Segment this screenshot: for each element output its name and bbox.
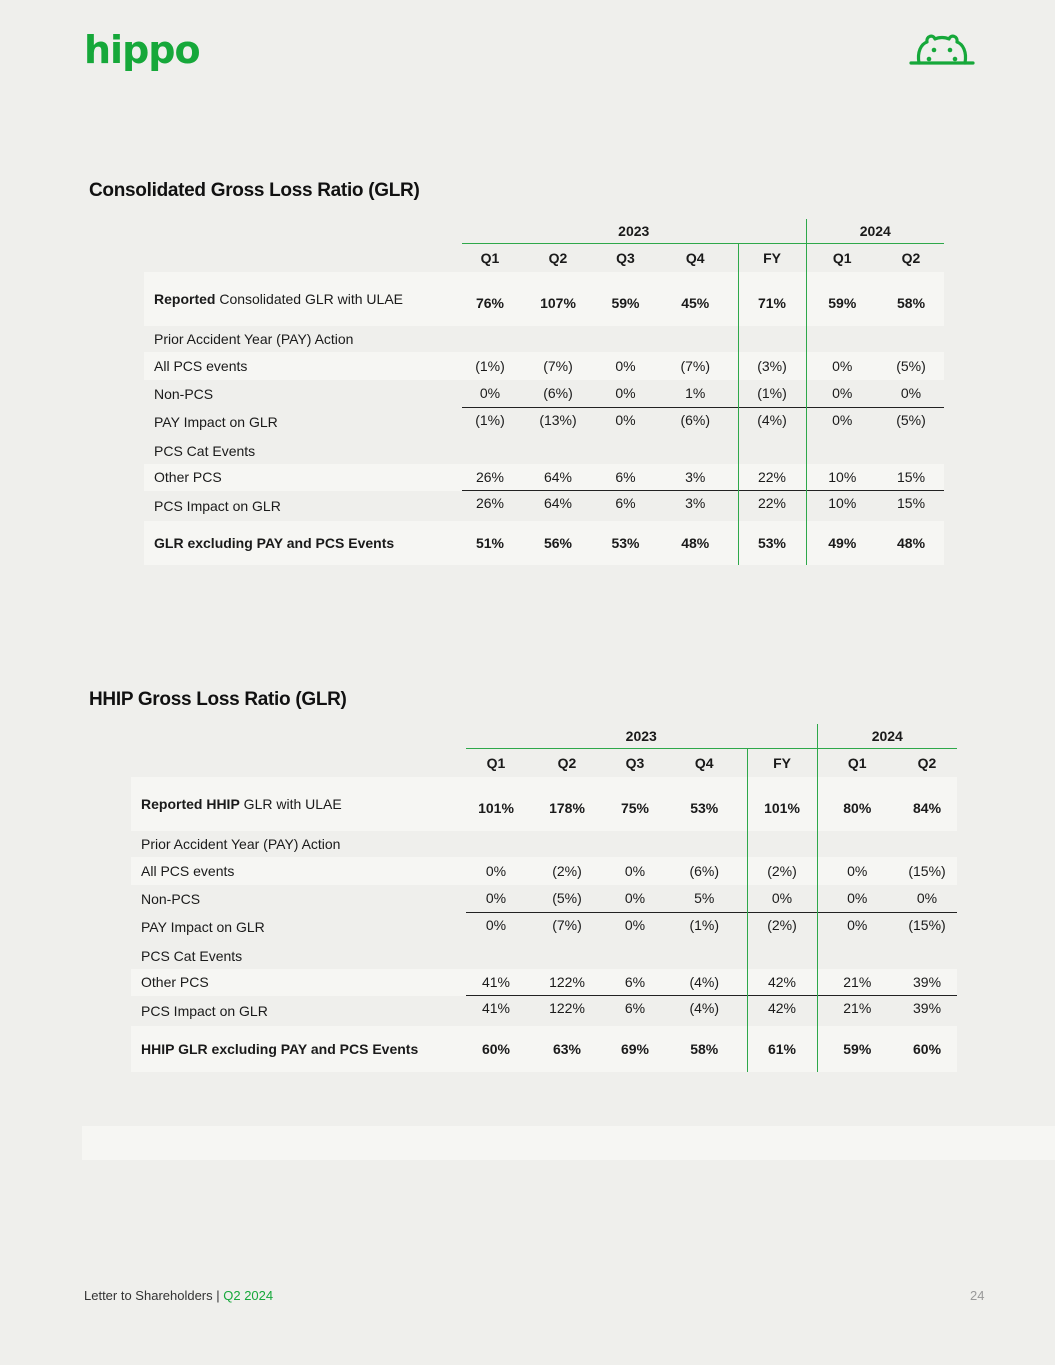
table-cell: 42% xyxy=(747,969,817,996)
table-cell: (4%) xyxy=(662,969,747,996)
table-cell: (2%) xyxy=(747,912,817,943)
row-label: GLR excluding PAY and PCS Events xyxy=(144,521,462,565)
table-cell xyxy=(817,831,897,857)
quarter-header: Q2 xyxy=(917,755,937,771)
table-cell: (15%) xyxy=(897,912,957,943)
table-cell xyxy=(462,438,518,464)
row-label: PAY Impact on GLR xyxy=(141,919,265,936)
year-header-row xyxy=(144,219,944,244)
table-cell: 84% xyxy=(897,777,957,831)
row-label: All PCS events xyxy=(131,857,466,885)
year-header-2024: 2024 xyxy=(806,219,944,244)
table-cell: 0% xyxy=(608,857,662,885)
table-cell: 0% xyxy=(479,385,501,402)
table-cell: 10% xyxy=(806,491,878,522)
table-cell xyxy=(806,326,878,352)
table-cell xyxy=(466,831,526,857)
table-cell: 0% xyxy=(817,885,897,912)
table-cell: 64% xyxy=(518,491,598,522)
table-cell xyxy=(518,438,598,464)
table-cell: (6%) xyxy=(543,385,573,402)
table-row xyxy=(144,380,944,407)
quarter-header: Q2 xyxy=(901,250,921,266)
table-cell: 76% xyxy=(462,272,518,326)
footer-band xyxy=(82,1126,1055,1160)
hippo-head-icon xyxy=(909,30,975,66)
table-cell: 0% xyxy=(747,885,817,912)
table-cell: 0% xyxy=(608,912,662,943)
table-cell: 58% xyxy=(878,272,944,326)
table-cell: 41% xyxy=(466,969,526,996)
table-cell: 0% xyxy=(817,857,897,885)
year-header-spacer xyxy=(131,724,466,749)
quarter-header: Q4 xyxy=(694,755,714,771)
table-cell: (2%) xyxy=(747,857,817,885)
table-cell: 122% xyxy=(526,969,608,996)
quarter-header: Q1 xyxy=(817,749,897,778)
table-cell: 48% xyxy=(878,521,944,565)
table-cell: 0% xyxy=(485,890,507,907)
quarter-header: FY xyxy=(738,244,806,273)
table-cell: 101% xyxy=(466,777,526,831)
table-cell: 75% xyxy=(608,777,662,831)
quarter-header: Q2 xyxy=(557,755,577,771)
row-label: All PCS events xyxy=(144,352,462,380)
table-cell: 0% xyxy=(806,407,878,438)
table-cell: (5%) xyxy=(552,890,582,907)
table-cell: (6%) xyxy=(653,407,738,438)
table-cell: (3%) xyxy=(738,352,806,380)
table-cell: 61% xyxy=(747,1026,817,1072)
quarter-header: Q1 xyxy=(486,755,506,771)
table-cell: 6% xyxy=(598,464,653,491)
table-cell xyxy=(518,326,598,352)
table-cell: (4%) xyxy=(738,407,806,438)
table-cell: 0% xyxy=(806,352,878,380)
table-cell: 3% xyxy=(653,464,738,491)
table-cell: 63% xyxy=(526,1026,608,1072)
table-cell: 0% xyxy=(598,352,653,380)
table-cell: 59% xyxy=(598,272,653,326)
row-label-rest: Consolidated GLR with ULAE xyxy=(215,291,403,307)
row-label-bold: Reported HHIP xyxy=(141,796,240,812)
table-row xyxy=(131,943,957,969)
quarter-header-row xyxy=(144,244,944,273)
table-cell xyxy=(897,943,957,969)
table-cell: 22% xyxy=(738,464,806,491)
table-cell: 5% xyxy=(694,890,715,907)
table-row xyxy=(144,326,944,352)
table-cell: 10% xyxy=(806,464,878,491)
table-cell xyxy=(747,943,817,969)
table-row xyxy=(131,912,957,943)
table-cell: 41% xyxy=(466,996,526,1027)
table-cell xyxy=(526,943,608,969)
row-label: PCS Impact on GLR xyxy=(154,497,281,514)
table-cell: 48% xyxy=(653,521,738,565)
table-cell: 3% xyxy=(653,491,738,522)
year-header-2023: 2023 xyxy=(466,724,817,749)
table-row xyxy=(131,777,957,831)
table-cell: 64% xyxy=(518,464,598,491)
table-cell: 53% xyxy=(662,777,747,831)
table-row xyxy=(131,885,957,912)
quarter-header: Q3 xyxy=(625,755,645,771)
table-cell: (5%) xyxy=(878,352,944,380)
table-cell: 0% xyxy=(624,890,646,907)
table-row xyxy=(144,352,944,380)
table-cell xyxy=(738,438,806,464)
table-cell: 53% xyxy=(738,521,806,565)
footer-text: Letter to Shareholders | xyxy=(84,1288,224,1303)
table-cell xyxy=(747,831,817,857)
table-cell: 71% xyxy=(738,272,806,326)
year-header-row xyxy=(131,724,957,749)
row-label: Prior Accident Year (PAY) Action xyxy=(141,836,341,852)
table-cell: (1%) xyxy=(462,352,518,380)
table-cell xyxy=(608,831,662,857)
table-cell xyxy=(598,326,653,352)
table-cell: 39% xyxy=(897,969,957,996)
table-cell: (15%) xyxy=(897,857,957,885)
table-cell: (2%) xyxy=(526,857,608,885)
table-cell: 49% xyxy=(806,521,878,565)
table-cell: 42% xyxy=(747,996,817,1027)
table-cell: 0% xyxy=(615,385,636,402)
row-label xyxy=(131,777,466,831)
row-label xyxy=(144,272,462,326)
table-cell: (4%) xyxy=(662,996,747,1027)
page-number: 24 xyxy=(970,1288,985,1303)
table-cell xyxy=(466,943,526,969)
footer-period: Q2 2024 xyxy=(223,1288,274,1303)
table-row xyxy=(144,272,944,326)
quarter-header: Q1 xyxy=(480,250,500,266)
table-row xyxy=(144,521,944,565)
table-cell: 6% xyxy=(608,996,662,1027)
table-cell: 122% xyxy=(526,996,608,1027)
table-cell: (1%) xyxy=(462,407,518,438)
year-header-spacer xyxy=(144,219,462,244)
table-cell xyxy=(608,943,662,969)
row-label: Prior Accident Year (PAY) Action xyxy=(154,331,354,347)
row-label: PCS Impact on GLR xyxy=(141,1002,268,1019)
table-cell: (7%) xyxy=(518,352,598,380)
table-cell: (7%) xyxy=(526,912,608,943)
table-cell: 45% xyxy=(653,272,738,326)
table-cell xyxy=(653,438,738,464)
row-label: PCS Cat Events xyxy=(141,947,243,964)
footer-label xyxy=(84,1288,273,1303)
table-row xyxy=(131,831,957,857)
row-label: Other PCS xyxy=(144,464,462,491)
table-cell: 0% xyxy=(900,385,922,402)
table-cell: 22% xyxy=(738,491,806,522)
table-cell: 80% xyxy=(817,777,897,831)
consolidated-glr-table xyxy=(144,219,944,565)
table-cell: 0% xyxy=(817,912,897,943)
row-label: Non-PCS xyxy=(141,890,201,907)
quarter-header: Q2 xyxy=(548,250,568,266)
table-cell: (7%) xyxy=(653,352,738,380)
table-cell: 21% xyxy=(817,996,897,1027)
table-row xyxy=(144,491,944,522)
table-cell: 0% xyxy=(916,890,938,907)
table-row xyxy=(144,407,944,438)
table-cell: 107% xyxy=(518,272,598,326)
table-cell: 0% xyxy=(598,407,653,438)
hhip-glr-title: HHIP Gross Loss Ratio (GLR) xyxy=(89,689,347,710)
table-row xyxy=(131,1026,957,1072)
table-cell: 178% xyxy=(526,777,608,831)
table-cell: 15% xyxy=(878,491,944,522)
quarter-header: Q1 xyxy=(806,244,878,273)
table-cell xyxy=(526,831,608,857)
table-cell: 60% xyxy=(466,1026,526,1072)
table-row xyxy=(144,464,944,491)
table-cell: 21% xyxy=(817,969,897,996)
table-row xyxy=(144,438,944,464)
quarter-header: FY xyxy=(747,749,817,778)
table-cell: 6% xyxy=(598,491,653,522)
table-cell: 60% xyxy=(897,1026,957,1072)
quarter-header: Q4 xyxy=(685,250,705,266)
table-cell xyxy=(897,831,957,857)
table-cell: 6% xyxy=(608,969,662,996)
table-row xyxy=(131,857,957,885)
table-cell: 0% xyxy=(466,857,526,885)
table-cell xyxy=(598,438,653,464)
table-cell: 58% xyxy=(662,1026,747,1072)
table-cell: 51% xyxy=(462,521,518,565)
table-cell xyxy=(462,326,518,352)
table-cell: 69% xyxy=(608,1026,662,1072)
row-label-bold: Reported xyxy=(154,291,216,307)
table-cell: 59% xyxy=(806,272,878,326)
table-cell xyxy=(878,438,944,464)
table-cell: 53% xyxy=(598,521,653,565)
table-row xyxy=(131,969,957,996)
year-header-2024: 2024 xyxy=(817,724,957,749)
table-cell xyxy=(817,943,897,969)
row-label: PAY Impact on GLR xyxy=(154,414,278,431)
table-cell xyxy=(662,943,747,969)
table-cell: 26% xyxy=(462,491,518,522)
table-cell xyxy=(738,326,806,352)
quarter-header: Q3 xyxy=(616,250,635,266)
table-cell: 59% xyxy=(817,1026,897,1072)
row-label: PCS Cat Events xyxy=(154,442,256,459)
row-label-rest: GLR with ULAE xyxy=(239,796,342,812)
table-cell: (13%) xyxy=(518,407,598,438)
table-cell: 0% xyxy=(466,912,526,943)
table-row xyxy=(131,996,957,1027)
quarter-header-spacer xyxy=(131,749,466,778)
table-cell: 15% xyxy=(878,464,944,491)
year-header-2023: 2023 xyxy=(462,219,806,244)
table-cell: (1%) xyxy=(738,380,806,407)
table-cell xyxy=(806,438,878,464)
quarter-header-spacer xyxy=(144,244,462,273)
table-cell xyxy=(653,326,738,352)
quarter-header-row xyxy=(131,749,957,778)
table-cell: 26% xyxy=(462,464,518,491)
table-cell: (1%) xyxy=(662,912,747,943)
table-cell: (6%) xyxy=(662,857,747,885)
table-cell xyxy=(662,831,747,857)
table-cell: 56% xyxy=(518,521,598,565)
hhip-glr-table xyxy=(131,724,957,1072)
table-cell: 0% xyxy=(806,380,878,407)
consolidated-glr-title: Consolidated Gross Loss Ratio (GLR) xyxy=(89,180,420,201)
row-label: HHIP GLR excluding PAY and PCS Events xyxy=(131,1026,466,1072)
table-cell: 101% xyxy=(747,777,817,831)
row-label: Other PCS xyxy=(131,969,466,996)
hippo-logo: hippo xyxy=(84,28,200,72)
table-cell xyxy=(878,326,944,352)
table-cell: (5%) xyxy=(878,407,944,438)
table-cell: 1% xyxy=(685,385,706,402)
row-label: Non-PCS xyxy=(154,385,214,402)
table-cell: 39% xyxy=(897,996,957,1027)
